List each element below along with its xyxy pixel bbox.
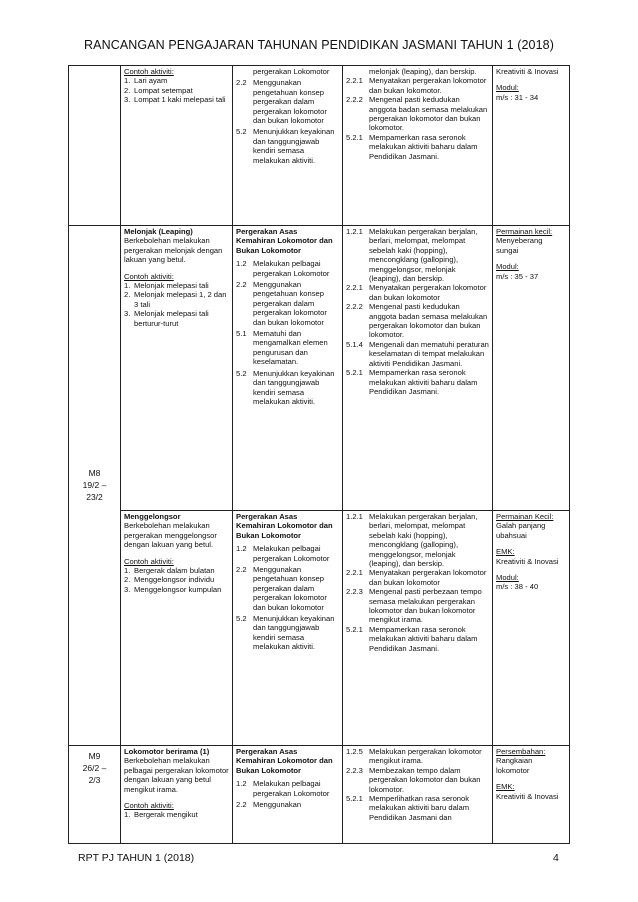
item-number: 1.2.5: [346, 747, 363, 756]
item-text: Bergerak mengikut: [134, 810, 198, 820]
item-number: 5.1: [236, 329, 247, 339]
item-text: Mempamerkan rasa seronok melakukan aktiviti baharu dalam Pendidikan Jasmani.: [369, 132, 478, 161]
item-number: 5.2.1: [346, 624, 363, 634]
week-text: 23/2: [86, 492, 103, 502]
item-number: 2.: [124, 575, 131, 585]
item-text: Melonjak melepasi tali: [134, 281, 209, 291]
spacer: [496, 775, 566, 782]
standard-item: [236, 280, 339, 327]
item-text: Mengenal pasti perbezaan tempo semasa melakukan pergerakan lokomotor dan bukan lokomotor mengikut irama.: [369, 587, 482, 625]
note-text: Permainan Kecil:: [496, 512, 554, 521]
week-cell: [69, 226, 121, 746]
item-text: Menggunakan pengetahuan konsep pergerakan dalam pergerakan lokomotor dan bukan lokomotor: [253, 78, 327, 126]
learning-item: [346, 794, 489, 822]
item-text: Mempamerkan rasa seronok melakukan aktiviti baharu dalam Pendidikan Jasmani.: [369, 624, 478, 653]
item-text: Lompat setempat: [134, 85, 193, 95]
item-text: Menggunakan pengetahuan konsep pergerakan dalam pergerakan lokomotor dan bukan lokomotor: [253, 565, 327, 612]
standard-item: [236, 779, 339, 798]
topic-description: Berkebolehan melakukan pergerakan menggelongsor dengan lakuan yang betul.: [124, 521, 217, 550]
topic-cell: [121, 511, 233, 746]
item-text: Melakukan pergerakan berjalan, berlari, melompat, melompat sebelah kaki (hopping), mencongklang (galloping), menggelongsor, melonjak (leaping), dan berskip.: [369, 512, 478, 569]
standard-heading: Pergerakan Asas: [236, 512, 298, 521]
item-number: 2.2.1: [346, 568, 363, 578]
week-text: 19/2 –: [82, 480, 107, 490]
item-number: 1.: [124, 566, 131, 576]
item-number: 1.: [124, 810, 131, 820]
item-text: Menggunakan pengetahuan konsep pergerakan dalam pergerakan lokomotor dan bukan lokomotor: [253, 280, 327, 327]
item-text: Memperlihatkan rasa seronok melakukan aktiviti baru dalam Pendidikan Jasmani dan: [369, 794, 470, 822]
example-item: [124, 281, 229, 290]
note-text: Permainan kecil:: [496, 227, 553, 236]
standard-heading: Kemahiran Lokomotor dan Bukan Lokomotor: [236, 756, 333, 775]
topic-description: Berkebolehan melakukan pergerakan melonjak dengan lakuan yang betul.: [124, 236, 223, 265]
learning-cell: [343, 226, 493, 511]
note-text: Persembahan:: [496, 747, 546, 756]
note-text: Kreativiti & Inovasi: [496, 791, 559, 801]
standard-cell: [233, 66, 343, 226]
spacer: [496, 566, 566, 573]
notes-cell: [493, 226, 570, 511]
item-text: Melakukan pergerakan lokomotor mengikut irama.: [369, 747, 482, 766]
example-label: Contoh aktiviti:: [124, 271, 174, 281]
topic-heading: Lokomotor berirama (1): [124, 747, 210, 756]
item-text: pergerakan Lokomotor: [253, 67, 330, 76]
topic-description: Berkebolehan melakukan pelbagai pergerakan lokomotor dengan lakuan yang betul mengikut irama.: [124, 756, 229, 794]
notes-cell: [493, 511, 570, 746]
example-label: Contoh aktiviti:: [124, 556, 174, 566]
item-number: 2.: [124, 85, 131, 95]
item-number: 2.2: [236, 78, 247, 88]
item-text: Melakukan pelbagai pergerakan Lokomotor: [253, 544, 330, 563]
page-number: 4: [553, 852, 559, 864]
item-text: Menggelongsor kumpulan: [134, 584, 222, 594]
learning-cell: [343, 66, 493, 226]
spacer: [124, 794, 229, 801]
item-number: 3.: [124, 584, 131, 594]
week-text: M8: [88, 468, 101, 478]
learning-item: [346, 625, 489, 653]
standard-item: [236, 544, 339, 563]
example-item: [124, 76, 229, 85]
learning-item: [346, 302, 489, 340]
standard-item: [236, 67, 339, 76]
example-item: [124, 86, 229, 95]
standard-cell: [233, 746, 343, 844]
learning-item: [346, 766, 489, 794]
example-item: [124, 566, 229, 575]
topic-cell: [121, 66, 233, 226]
item-number: 5.1.4: [346, 339, 363, 349]
learning-item: [346, 67, 489, 76]
table-row: [69, 226, 570, 511]
note-text: Rangkaian lokomotor: [496, 756, 533, 775]
standard-item: [236, 614, 339, 652]
note-text: EMK:: [496, 547, 515, 557]
page-title: RANCANGAN PENGAJARAN TAHUNAN PENDIDIKAN JASMANI TAHUN 1 (2018): [84, 38, 554, 52]
item-text: melonjak (leaping), dan berskip.: [369, 67, 477, 76]
week-text: 26/2 –: [82, 763, 107, 773]
example-item: [124, 95, 229, 104]
item-number: 3.: [124, 95, 131, 105]
item-text: Menyatakan pergerakan lokomotor dan bukan lokomotor.: [369, 76, 487, 95]
standard-heading: Kemahiran Lokomotor dan Bukan Lokomotor: [236, 521, 333, 540]
note-text: m/s : 38 - 40: [496, 582, 539, 592]
item-text: Mengenal pasti kedudukan anggota badan semasa melakukan pergerakan lokomotor dan bukan lokomotor.: [369, 95, 488, 133]
note-text: Modul:: [496, 83, 519, 93]
item-number: 5.2: [236, 368, 247, 378]
item-number: [346, 67, 369, 76]
table-row: [69, 746, 570, 844]
note-text: Modul:: [496, 573, 519, 583]
item-number: 5.2.1: [346, 368, 363, 378]
standard-item: [236, 369, 339, 407]
notes-cell: [493, 746, 570, 844]
item-number: 2.2.1: [346, 283, 363, 293]
item-number: 2.2.1: [346, 76, 363, 86]
standard-item: [236, 800, 339, 809]
note-text: Galah panjang ubahsuai: [496, 521, 546, 540]
item-number: [236, 67, 253, 76]
item-number: 2.2: [236, 565, 247, 575]
spacer: [124, 265, 229, 272]
learning-cell: [343, 511, 493, 746]
example-item: [124, 585, 229, 594]
table-row: [69, 66, 570, 226]
item-number: 1.2.1: [346, 512, 363, 521]
item-number: 2.2.3: [346, 765, 363, 775]
topic-cell: [121, 746, 233, 844]
table-row: [69, 511, 570, 746]
standard-heading: Pergerakan Asas: [236, 227, 298, 236]
week-cell: [69, 66, 121, 226]
item-text: Menggunakan: [253, 800, 302, 810]
week-text: M9: [88, 751, 101, 761]
learning-item: [346, 133, 489, 161]
learning-item: [346, 512, 489, 568]
spacer: [496, 76, 566, 83]
spacer: [496, 255, 566, 262]
item-number: 5.2: [236, 127, 247, 137]
standard-item: [236, 78, 339, 125]
item-text: Lari ayam: [134, 76, 168, 86]
example-label: Contoh aktiviti:: [124, 801, 174, 811]
item-number: 5.2.1: [346, 794, 363, 804]
learning-item: [346, 283, 489, 302]
spacer: [496, 540, 566, 547]
note-text: m/s : 35 - 37: [496, 271, 539, 281]
item-number: 3.: [124, 309, 131, 319]
item-text: Mengenali dan mematuhi peraturan keselamatan di tempat melakukan aktiviti Pendidikan Jasmani.: [369, 339, 489, 368]
item-text: Lompat 1 kaki melepasi tali: [134, 95, 226, 105]
item-text: Menunjukkan keyakinan dan tanggungjawab kendiri semasa melakukan aktiviti.: [253, 127, 335, 165]
item-number: 1.2: [236, 259, 247, 269]
learning-item: [346, 227, 489, 283]
standard-cell: [233, 511, 343, 746]
item-text: Menggelongsor individu: [134, 575, 215, 585]
note-text: Menyeberang sungai: [496, 236, 543, 255]
item-text: Menyatakan pergerakan lokomotor dan bukan lokomotor: [369, 568, 487, 587]
learning-item: [346, 95, 489, 133]
topic-cell: [121, 226, 233, 511]
item-number: 2.2.2: [346, 95, 363, 105]
example-item: [124, 290, 229, 309]
item-number: 2.2.2: [346, 302, 363, 312]
notes-cell: [493, 66, 570, 226]
item-text: Mempamerkan rasa seronok melakukan aktiviti baharu dalam Pendidikan Jasmani.: [369, 368, 478, 396]
example-item: [124, 309, 229, 328]
item-text: Melonjak melepasi 1, 2 dan 3 tali: [134, 290, 227, 309]
standard-heading: Pergerakan Asas: [236, 747, 298, 756]
item-text: Mengenal pasti kedudukan anggota badan semasa melakukan pergerakan lokomotor dan bukan lokomotor.: [369, 302, 488, 340]
item-text: Membezakan tempo dalam pergerakan lokomotor dan bukan lokomotor.: [369, 765, 481, 794]
standard-heading: Kemahiran Lokomotor dan Bukan Lokomotor: [236, 236, 333, 255]
spacer: [124, 550, 229, 557]
learning-item: [346, 368, 489, 396]
item-number: 2.: [124, 290, 131, 300]
item-text: Menunjukkan keyakinan dan tanggungjawab kendiri semasa melakukan aktiviti.: [253, 368, 335, 406]
standard-item: [236, 565, 339, 612]
item-number: 5.2: [236, 614, 247, 624]
item-number: 2.2.3: [346, 587, 363, 597]
item-number: 1.2: [236, 544, 247, 554]
plan-table: [68, 65, 570, 844]
item-text: Melakukan pelbagai pergerakan Lokomotor: [253, 259, 330, 278]
item-text: Menyatakan pergerakan lokomotor dan bukan lokomotor: [369, 283, 487, 302]
item-number: 2.2: [236, 800, 247, 810]
learning-cell: [343, 746, 493, 844]
item-text: Melonjak melepasi tali berturur-turut: [134, 309, 209, 328]
note-text: Kreativiti & Inovasi: [496, 67, 559, 76]
item-text: Mematuhi dan mengamalkan elemen pengurusan dan keselamatan.: [253, 329, 328, 367]
example-item: [124, 810, 229, 819]
item-text: Melakukan pelbagai pergerakan Lokomotor: [253, 779, 330, 798]
standard-item: [236, 127, 339, 165]
item-text: Menunjukkan keyakinan dan tanggungjawab kendiri semasa melakukan aktiviti.: [253, 614, 335, 652]
item-text: Bergerak dalam bulatan: [134, 566, 215, 576]
week-text: 2/3: [88, 775, 101, 785]
learning-item: [346, 587, 489, 625]
learning-item: [346, 747, 489, 766]
week-cell: [69, 746, 121, 844]
topic-heading: Menggelongsor: [124, 512, 181, 521]
item-number: 1.: [124, 76, 131, 86]
standard-cell: [233, 226, 343, 511]
item-number: 2.2: [236, 280, 247, 290]
note-text: m/s : 31 - 34: [496, 92, 539, 102]
item-number: 1.: [124, 281, 131, 291]
standard-item: [236, 259, 339, 278]
item-number: 1.2.1: [346, 227, 363, 236]
example-label: Contoh aktiviti:: [124, 67, 174, 76]
note-text: Kreativiti & Inovasi: [496, 556, 559, 566]
note-text: EMK:: [496, 782, 515, 792]
example-item: [124, 575, 229, 584]
standard-item: [236, 329, 339, 367]
item-number: 1.2: [236, 779, 247, 789]
topic-heading: Melonjak (Leaping): [124, 227, 193, 236]
note-text: Modul:: [496, 262, 519, 272]
footer-label: RPT PJ TAHUN 1 (2018): [78, 852, 195, 864]
learning-item: [346, 76, 489, 95]
learning-item: [346, 340, 489, 368]
item-text: Melakukan pergerakan berjalan, berlari, melompat, melompat sebelah kaki (hopping), mencongklang (galloping), menggelongsor, melonjak (leaping), dan berskip.: [369, 227, 478, 284]
learning-item: [346, 568, 489, 587]
item-number: 5.2.1: [346, 132, 363, 142]
